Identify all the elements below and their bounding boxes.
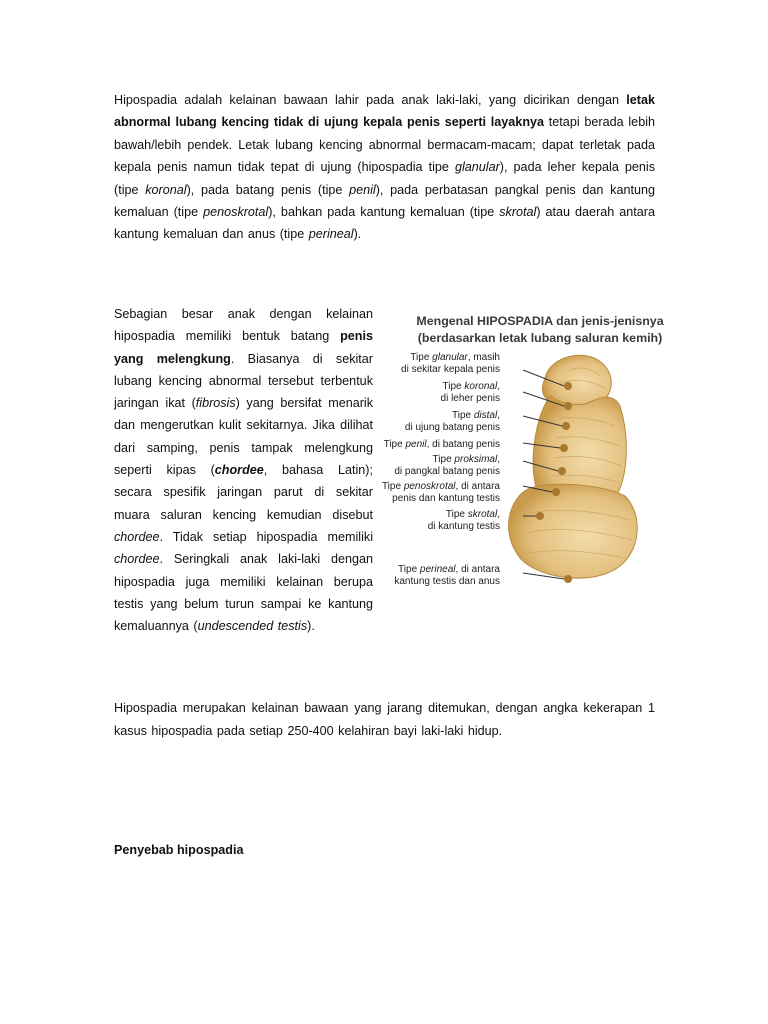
label-distal: Tipe distal, di ujung batang penis <box>404 410 500 433</box>
prevalence-paragraph: Hipospadia merupakan kelainan bawaan yang jarang ditemukan, dengan angka kekerapan 1 kasus hipospadia pada setiap 250-400 kelahiran bayi laki-laki hidup. <box>114 701 655 738</box>
intro-paragraph: Hipospadia adalah kelainan bawaan lahir pada anak laki-laki, yang dicirikan dengan letak abnormal lubang kencing tidak di ujung kepala penis seperti layaknya tetapi berada lebih bawah/lebih pendek. Letak lubang kencing abnormal bermacam-macam; dapat terletak pada kepala penis namun tidak tepat di ujung (hipospadia tipe glanular), pada leher kepala penis (tipe koronal), pada batang penis (tipe penil), pada perbatasan pangkal penis dan kantung kemaluan (tipe penoskrotal), bahkan pada kantung kemaluan (tipe skrotal) atau daerah antara kantung kemaluan dan anus (tipe perineal). <box>114 93 655 242</box>
label-glanular: Tipe glanular, masih di sekitar kepala penis <box>401 352 500 375</box>
opening-perineal <box>564 575 572 583</box>
opening-penile <box>560 444 568 452</box>
opening-scrotal <box>536 512 544 520</box>
opening-coronal <box>564 402 572 410</box>
chordee-paragraph: Sebagian besar anak dengan kelainan hipospadia memiliki bentuk batang penis yang melengkung. Biasanya di sekitar lubang kencing abnormal tersebut terbentuk jaringan ikat (fibrosis) yang bersifat menarik dan mengerutkan kulit sekitarnya. Jika dilihat dari samping, penis tampak melengkung seperti kipas (chordee, bahasa Latin); secara spesifik jaringan parut di sekitar muara saluran kencing kemudian disebut chordee. Tidak setiap hipospadia memiliki chordee. Seringkali anak laki-laki dengan hipospadia juga memiliki kelainan berupa testis yang belum turun sampai ke kantung kemaluannya (undescended testis). <box>114 307 373 634</box>
label-perineal: Tipe perineal, di antara kantung testis dan anus <box>394 564 500 587</box>
opening-proximal <box>558 467 566 475</box>
opening-penoscrotal <box>552 488 560 496</box>
opening-distal <box>562 422 570 430</box>
opening-glanular <box>564 382 572 390</box>
label-penile: Tipe penil, di batang penis <box>383 439 500 450</box>
label-coronal: Tipe koronal, di leher penis <box>440 381 500 404</box>
label-penoscrotal: Tipe penoskrotal, di antara penis dan kantung testis <box>381 481 500 504</box>
section-heading: Penyebab hipospadia <box>114 843 244 857</box>
hypospadias-figure <box>380 308 670 598</box>
figure-title: Mengenal HIPOSPADIA dan jenis-jenisnya (berdasarkan letak lubang saluran kemih) <box>416 314 664 345</box>
label-scrotal: Tipe skrotal, di kantung testis <box>427 509 500 532</box>
scrotum-shape <box>509 484 638 578</box>
label-proximal: Tipe proksimal, di pangkal batang penis <box>394 454 500 477</box>
